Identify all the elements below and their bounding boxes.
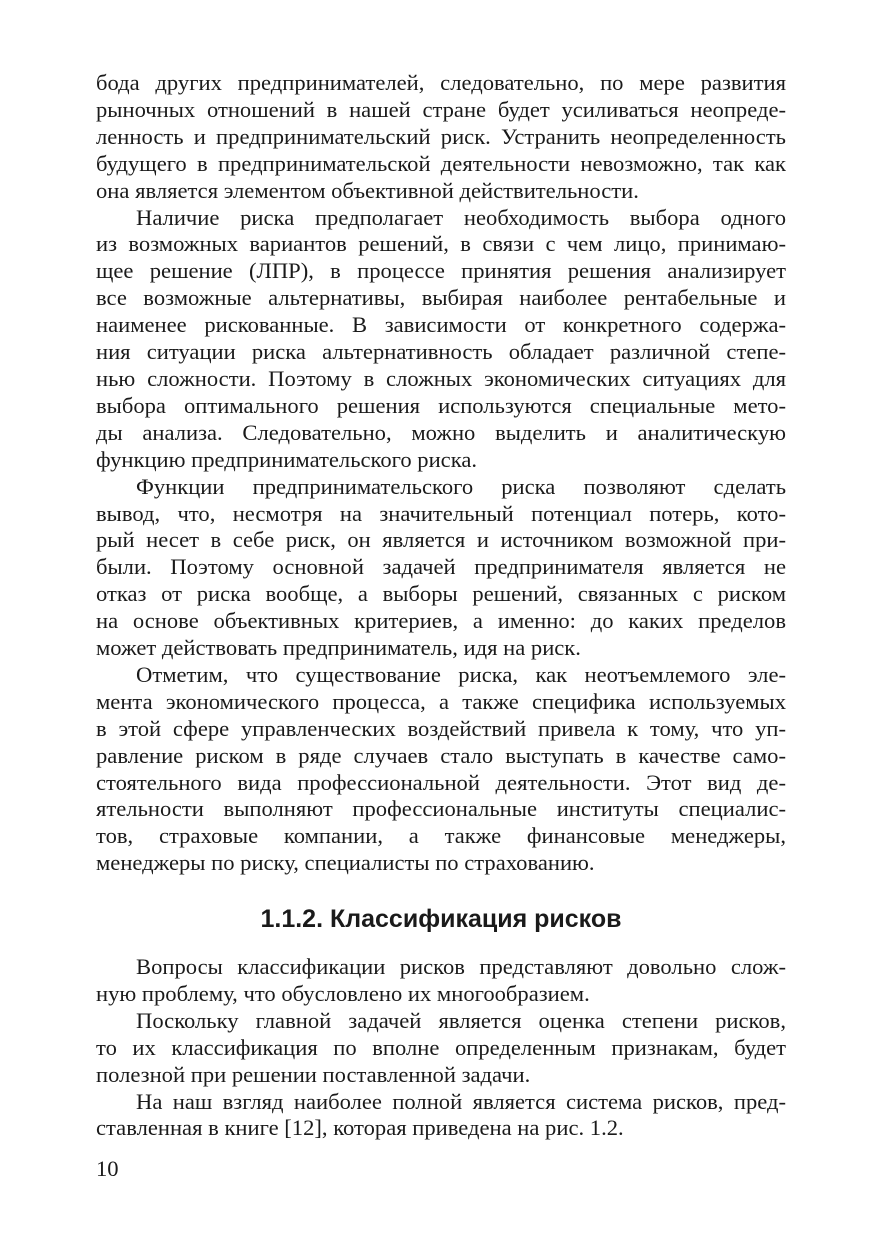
text-line: щее решение (ЛПР), в процессе принятия решения анализирует: [96, 258, 786, 284]
text-line: ния ситуации риска альтернативность обладает различной степе-: [96, 339, 786, 365]
text-line: Поскольку главной задачей является оценка степени рисков,: [136, 1007, 786, 1033]
text-line: менеджеры по риску, специалисты по страхованию.: [96, 850, 595, 876]
text-line: ятельности выполняют профессиональные институты специалис-: [96, 796, 786, 822]
text-line: будущего в предпринимательской деятельности невозможно, так как: [96, 150, 786, 176]
text-line: в этой сфере управленческих воздействий привела к тому, что уп-: [96, 715, 786, 741]
text-line: Вопросы классификации рисков представляют довольно слож-: [136, 954, 786, 979]
text-line: стоятельного вида профессиональной деятельности. Этот вид де-: [96, 769, 786, 795]
text-line: ставленная в книге [12], которая приведена на рис. 1.2.: [96, 1115, 624, 1141]
text-line: Отметим, что существование риска, как неотъемлемого эле-: [136, 661, 786, 687]
text-line: функцию предпринимательского риска.: [96, 446, 478, 472]
text-line: Функции предпринимательского риска позволяют сделать: [136, 473, 786, 499]
text-line: были. Поэтому основной задачей предпринимателя является не: [96, 554, 786, 580]
text-line: вывод, что, несмотря на значительный потенциал потерь, кото-: [96, 500, 786, 526]
text-line: может действовать предприниматель, идя на риск.: [96, 635, 581, 661]
text-line: рыночных отношений в нашей стране будет усиливаться неопреде-: [96, 96, 786, 122]
text-line: нью сложности. Поэтому в сложных экономических ситуациях для: [96, 365, 786, 391]
body-text-upper: [96, 70, 786, 877]
text-line: из возможных вариантов решений, в связи с чем лицо, принимаю-: [96, 231, 786, 257]
text-line: равление риском в ряде случаев стало выступать в качестве само-: [96, 742, 786, 768]
text-line: ленность и предпринимательский риск. Устранить неопределенность: [96, 123, 786, 149]
text-line: мента экономического процесса, а также специфика используемых: [96, 688, 786, 714]
text-line: она является элементом объективной действительности.: [96, 177, 639, 203]
text-line: наименее рискованные. В зависимости от конкретного содержа-: [96, 312, 786, 338]
text-line: ную проблему, что обусловлено их многообразием.: [96, 980, 590, 1006]
text-line: ды анализа. Следовательно, можно выделить и аналитическую: [96, 419, 786, 445]
text-line: то их классификация по вполне определенным признакам, будет: [96, 1034, 786, 1060]
text-line: выбора оптимального решения используются специальные мето-: [96, 392, 786, 418]
page-number: 10: [96, 1156, 119, 1181]
text-line: отказ от риска вообще, а выборы решений, связанных с риском: [96, 581, 786, 607]
text-line: на основе объективных критериев, а именно: до каких пределов: [96, 608, 786, 634]
text-line: рый несет в себе риск, он является и источником возможной при-: [96, 527, 786, 553]
text-line: бода других предпринимателей, следовательно, по мере развития: [96, 70, 786, 95]
text-line: тов, страховые компании, а также финансовые менеджеры,: [96, 823, 786, 849]
text-line: На наш взгляд наиболее полной является система рисков, пред-: [136, 1088, 786, 1114]
section-heading: 1.1.2. Классификация рисков: [260, 905, 622, 933]
text-line: все возможные альтернативы, выбирая наиболее рентабельные и: [96, 285, 786, 311]
text-line: Наличие риска предполагает необходимость выбора одного: [136, 204, 786, 230]
body-text-lower: [96, 954, 786, 1142]
text-line: полезной при решении поставленной задачи.: [96, 1061, 531, 1087]
